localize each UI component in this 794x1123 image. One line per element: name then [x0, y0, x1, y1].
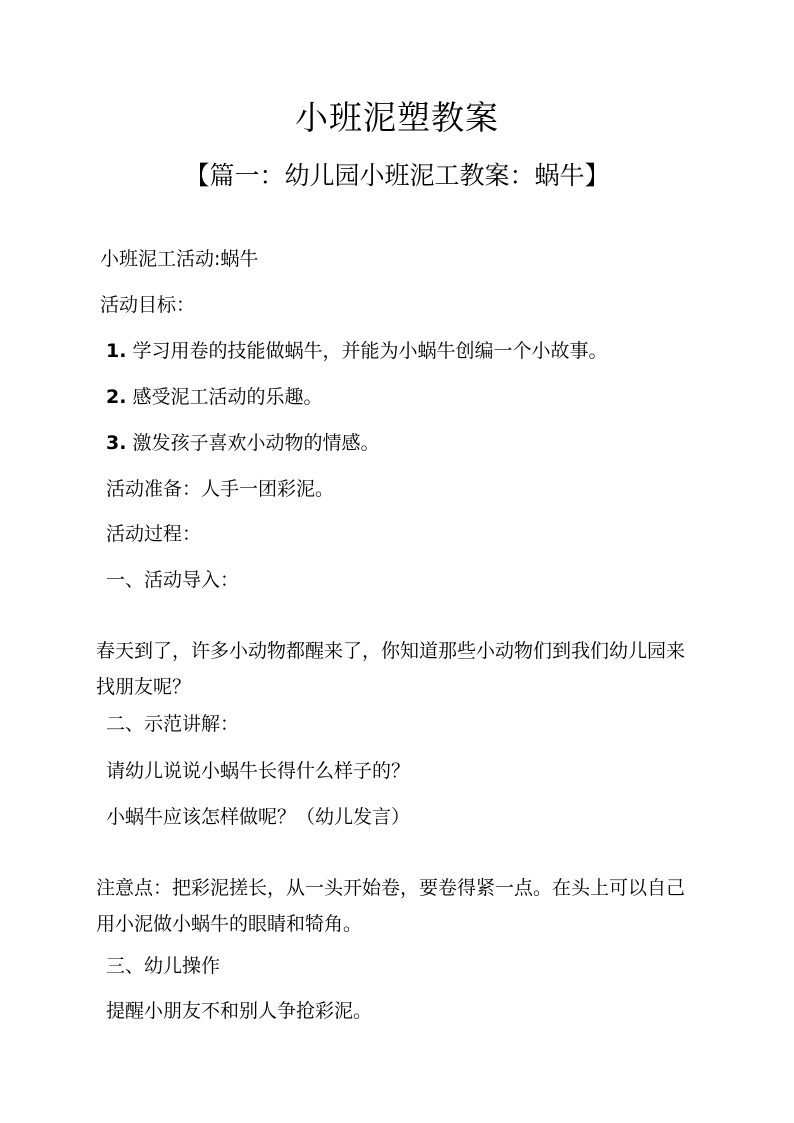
section1-heading: 一、活动导入： [106, 569, 240, 591]
section3-heading: 三、幼儿操作 [106, 955, 221, 977]
goal-text: 激发孩子喜欢小动物的情感。 [132, 432, 380, 454]
question-2: 小蜗牛应该怎样做呢？（幼儿发言） [106, 806, 411, 828]
section2-heading: 二、示范讲解： [106, 713, 240, 735]
section1-text: 春天到了，许多小动物都醒来了，你知道那些小动物们到我们幼儿园来找朋友呢？ [96, 640, 686, 698]
question-1: 请幼儿说说小蜗牛长得什么样子的？ [106, 760, 411, 782]
goal-item [106, 382, 323, 412]
page-subtitle: 【篇一：幼儿园小班泥工教案：蜗牛】 [184, 161, 610, 190]
goal-number: 1. [106, 340, 127, 362]
goal-number: 3. [106, 432, 127, 454]
goal-number: 2. [106, 386, 127, 408]
note-text: 注意点：把彩泥搓长，从一头开始卷，要卷得紧一点。在头上可以自己用小泥做小蜗牛的眼睛和犄角。 [96, 877, 686, 935]
goal-text: 感受泥工活动的乐趣。 [132, 386, 323, 408]
goal-text: 学习用卷的技能做蜗牛，并能为小蜗牛创编一个小故事。 [132, 340, 608, 362]
goal-item [106, 336, 608, 366]
page-title: 小班泥塑教案 [295, 98, 499, 137]
reminder-text: 提醒小朋友不和别人争抢彩泥。 [106, 1000, 373, 1022]
preparation-text: 活动准备：人手一团彩泥。 [106, 478, 335, 500]
activity-name: 小班泥工活动:蜗牛 [100, 248, 259, 270]
process-heading: 活动过程： [106, 523, 202, 545]
goals-heading: 活动目标： [100, 294, 196, 316]
goal-item [106, 428, 380, 458]
